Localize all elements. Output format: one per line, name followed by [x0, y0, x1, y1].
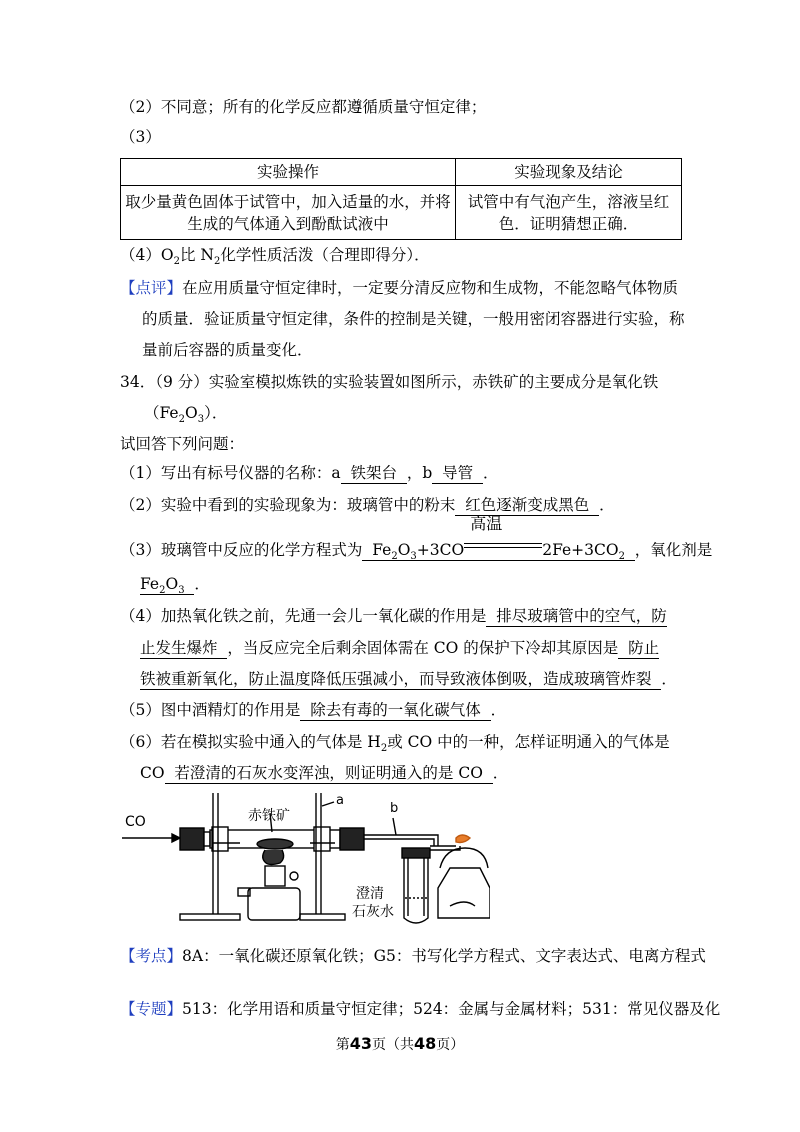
text: （6）若在模拟实验中通入的气体是 H [120, 733, 381, 751]
cell-line: 生成的气体通入到酚酞试液中 [187, 214, 389, 233]
text: 页（共 [372, 1037, 414, 1053]
iron-stand-left-base [180, 914, 240, 920]
sub-answer-3 [120, 514, 713, 568]
cell-line: 取少量黄色固体于试管中，加入适量的水，并将 [125, 192, 451, 211]
answer-blank-a: 铁架台 [340, 464, 407, 482]
apparatus-figure [120, 788, 490, 930]
text [625, 541, 635, 559]
text: ，当反应完全后剩余固体需在 CO 的保护下冷却其原因是 [227, 639, 619, 657]
text: 2Fe+3CO [542, 541, 619, 559]
question-34: 34．（9 分）实验室模拟炼铁的实验装置如图所示，赤铁矿的主要成分是氧化铁 [120, 373, 659, 391]
answer-blank: 排尽玻璃管中的空气，防 [486, 607, 667, 625]
text: ． [599, 496, 615, 514]
review-line-3: 量前后容器的质量变化． [142, 341, 313, 359]
instructions: 试回答下列问题： [120, 435, 245, 453]
text: 513：化学用语和质量守恒定律；524：金属与金属材料；531：常见仪器及化 [182, 1000, 721, 1018]
sub-answer-6-line-1 [120, 731, 670, 760]
iron-stand-right-base [300, 914, 345, 920]
text: 比 N [179, 246, 214, 264]
subscript: 2 [173, 256, 180, 268]
answer-blank: 若澄清的石灰水变浑浊，则证明通入的是 CO [164, 764, 493, 782]
topic-label: 【专题】 [120, 1000, 183, 1018]
alcohol-lamp-right [438, 868, 490, 918]
text: 第 [335, 1037, 350, 1053]
limewater-label-2: 石灰水 [352, 904, 394, 920]
subscript: 2 [618, 551, 625, 563]
text: O [184, 404, 198, 422]
page-footer [0, 1034, 800, 1054]
alcohol-lamp-cap [440, 848, 488, 868]
cell-line: 色．证明猜想正确． [498, 214, 639, 233]
subscript: 3 [178, 585, 185, 597]
arrow-head-icon [172, 834, 180, 842]
answer-blank-b: 导管 [432, 464, 483, 482]
condition-text: 高温 [470, 514, 503, 533]
subscript: 2 [159, 585, 166, 597]
text: 页） [436, 1037, 465, 1053]
text: ，氧化剂是 [634, 541, 713, 559]
text: ． [492, 764, 509, 782]
limewater-label-1: 澄清 [356, 886, 384, 902]
text: ，b [406, 464, 433, 482]
text: ． [482, 464, 499, 482]
total-pages: 48 [414, 1034, 437, 1053]
review-line-2: 的质量．验证质量守恒定律，条件的控制是关键，一般用密闭容器进行实验，称 [142, 310, 685, 328]
table-header-operation: 实验操作 [121, 159, 456, 186]
answer-blank [140, 575, 194, 595]
subscript: 2 [213, 256, 221, 268]
text: Fe [362, 541, 392, 559]
text: （Fe [144, 404, 179, 422]
sub-answer-4-line-2 [140, 637, 659, 659]
text: CO [140, 764, 165, 782]
equation [362, 514, 634, 563]
answer-blank: 红色逐渐变成黑色 [455, 496, 600, 514]
answer-4 [120, 244, 430, 273]
label-b: b [390, 801, 399, 816]
table-cell-phenomenon [456, 186, 682, 240]
text: （4）O [120, 246, 174, 264]
answer-2: （2）不同意；所有的化学反应都遵循质量守恒定律； [120, 98, 487, 116]
answer-3-label: （3） [120, 128, 161, 146]
subscript: 2 [391, 551, 398, 563]
text: ． [194, 575, 210, 593]
table-cell-operation [121, 186, 456, 240]
sub-answer-4-line-3 [140, 668, 677, 690]
text: 8A：一氧化碳还原氧化铁；G5：书写化学方程式、文字表达式、电离方程式 [182, 947, 706, 965]
burning-flame [456, 835, 470, 843]
text: 或 CO 中的一种，怎样证明通入的气体是 [387, 733, 670, 751]
text: 在应用质量守恒定律时，一定要分清反应物和生成物，不能忽略气体物质 [182, 279, 679, 297]
text: ． [490, 701, 507, 719]
text: （5）图中酒精灯的作用是 [120, 701, 301, 719]
oxidant-answer [140, 573, 210, 602]
subscript: 2 [178, 414, 185, 426]
test-tube-stopper [402, 848, 430, 858]
text: ）． [204, 404, 228, 422]
left-stopper [180, 828, 204, 850]
sub-answer-1 [120, 462, 499, 484]
lamp-knob [290, 872, 298, 880]
text: O [397, 541, 411, 559]
subscript: 2 [380, 743, 388, 755]
sub-answer-6-line-2 [140, 762, 508, 784]
right-stopper [340, 828, 364, 850]
page-number: 43 [349, 1034, 372, 1053]
reaction-condition [464, 514, 542, 555]
subscript: 3 [197, 414, 205, 426]
topic [120, 998, 720, 1020]
flame [263, 850, 284, 865]
sub-answer-2 [120, 494, 615, 516]
text: （4）加热氧化铁之前，先通一会儿一氧化碳的作用是 [120, 607, 487, 625]
hematite-label: 赤铁矿 [248, 808, 290, 824]
lamp-neck [265, 866, 285, 886]
text: O [165, 575, 179, 593]
alcohol-lamp [248, 888, 300, 920]
answer-blank: 止发生爆炸 [140, 639, 228, 657]
co-label: CO [125, 814, 146, 830]
answer-blank: 除去有毒的一氧化碳气体 [300, 701, 491, 719]
text: （2）实验中看到的实验现象为：玻璃管中的粉末 [120, 496, 456, 514]
question-34-formula [144, 402, 227, 431]
ore-powder [257, 839, 293, 849]
sub-answer-4-line-1 [120, 605, 667, 627]
table-header-phenomenon: 实验现象及结论 [456, 159, 682, 186]
text: 化学性质活泼（合理即得分）． [220, 246, 430, 264]
text: （1）写出有标号仪器的名称：a [120, 464, 341, 482]
review-label: 【点评】 [120, 279, 183, 297]
answer-blank: 铁被重新氧化，防止温度降低压强减小，而导致液体倒吸，造成玻璃管炸裂 [140, 670, 662, 688]
answer-blank: 防止 [618, 639, 660, 657]
text: Fe [140, 575, 160, 593]
review-line-1 [120, 277, 678, 299]
key-points [120, 945, 706, 967]
text: ． [661, 670, 677, 688]
key-points-label: 【考点】 [120, 947, 183, 965]
subscript: 3 [410, 551, 417, 563]
cell-line: 试管中有气泡产生，溶液呈红 [467, 192, 670, 211]
text: +3CO [416, 541, 465, 559]
text: （3）玻璃管中反应的化学方程式为 [120, 541, 363, 559]
label-a: a [336, 793, 344, 808]
experiment-table [120, 158, 682, 240]
text [185, 575, 195, 593]
sub-answer-5 [120, 699, 506, 721]
